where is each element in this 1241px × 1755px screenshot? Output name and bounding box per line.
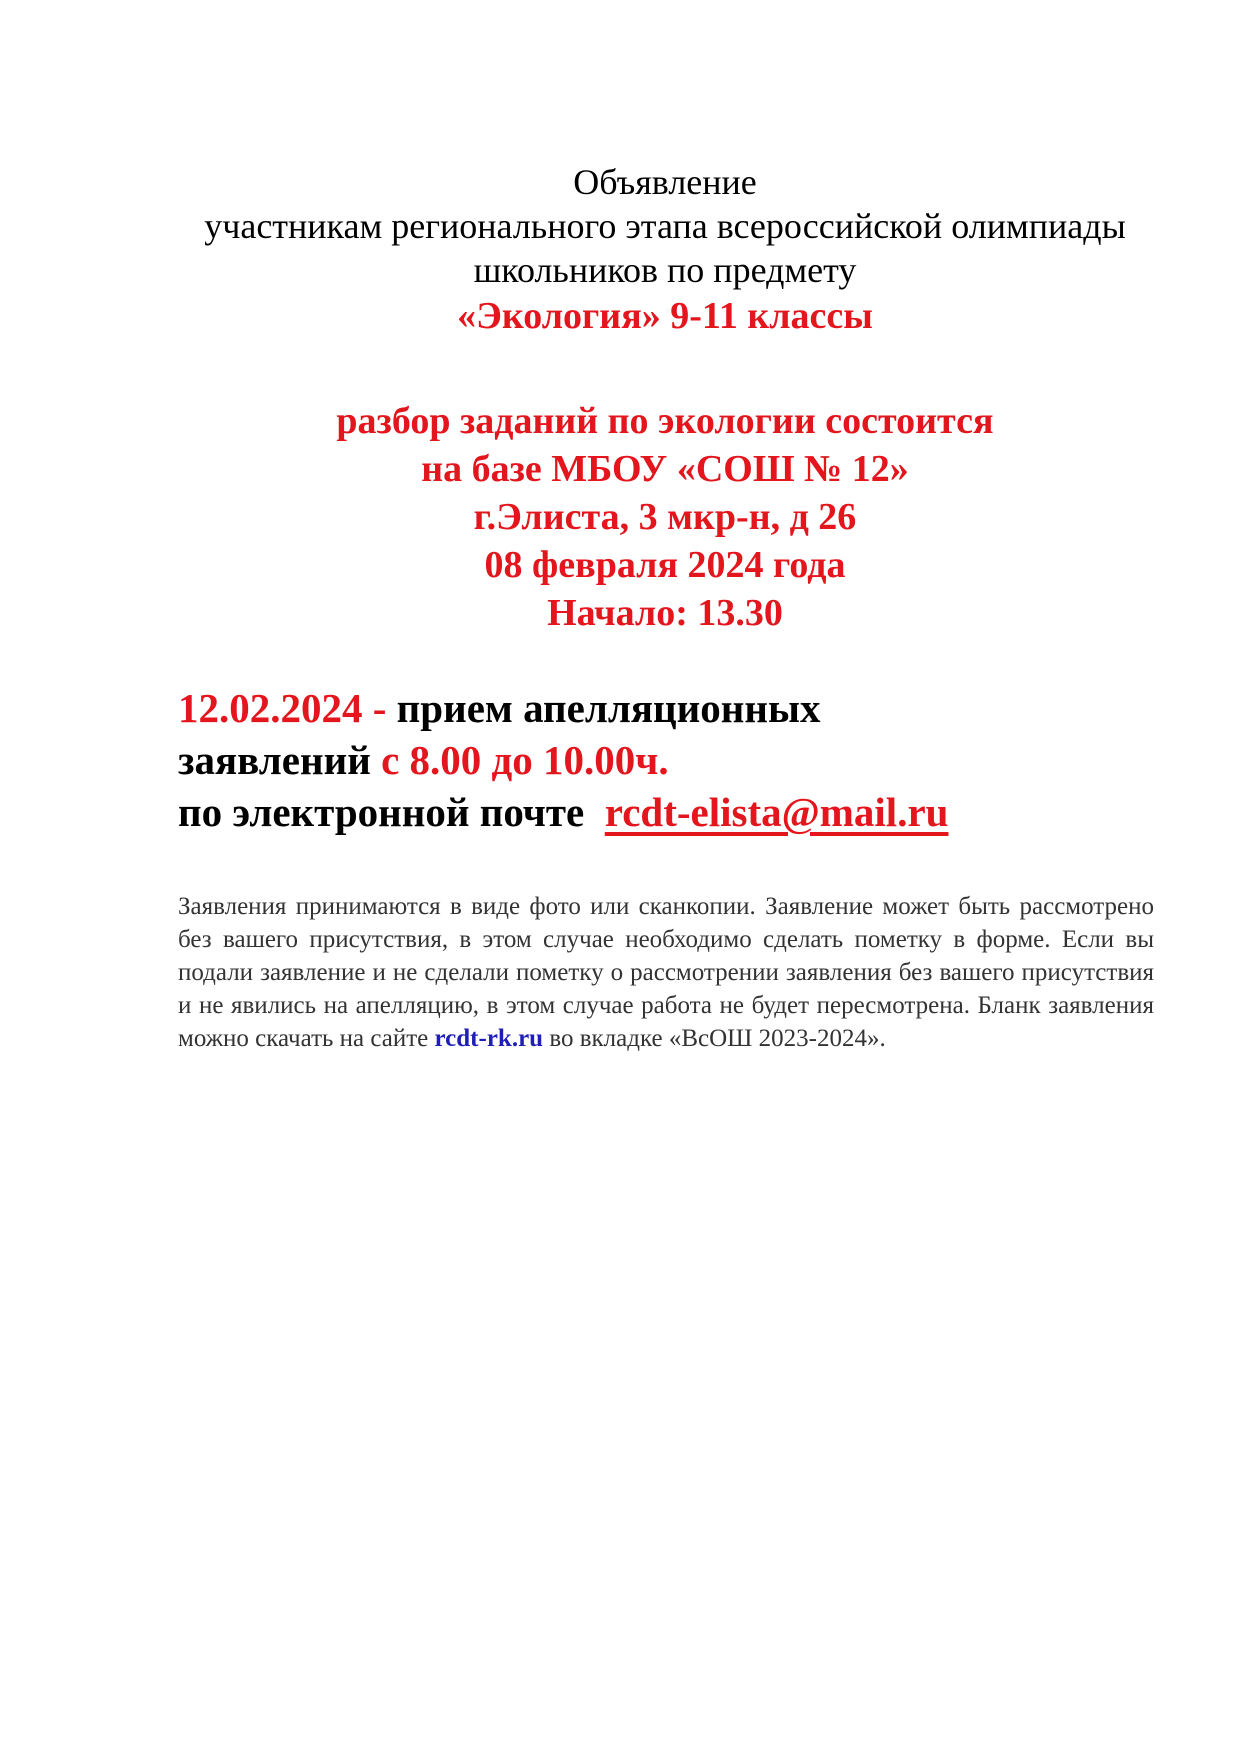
appeal-info [178, 682, 1118, 838]
instructions-text-end: во вкладке «ВсОШ 2023-2024». [549, 1025, 886, 1052]
appeal-text-2: заявлений [178, 737, 371, 783]
event-description: разбор заданий по экологии состоится [336, 400, 994, 442]
instructions-text: Заявления принимаются в виде фото или сканкопии. Заявление может быть рассмотрено без вашего присутствия, в этом случае необходимо сделать пометку в форме. Если вы подали заявление и не сделали пометку о рассмотрении заявления без вашего присутствия и не явились на апелляцию, в этом случае работа не будет пересмотрена. Бланк заявления можно скачать на сайте [178, 893, 1154, 1052]
instructions-paragraph [178, 890, 1154, 1055]
event-date: 08 февраля 2024 года [484, 544, 846, 586]
subject-title: «Экология» 9-11 классы [457, 295, 873, 337]
announcement-title: Объявление [573, 162, 757, 202]
email-link[interactable]: rcdt-elista@mail.ru [604, 789, 949, 835]
audience-line-2: школьников по предмету [473, 250, 857, 290]
announcement-heading [170, 160, 1160, 340]
event-info [270, 397, 1060, 637]
appeal-line-3 [178, 786, 1118, 838]
appeal-line-1 [178, 682, 1118, 734]
appeal-text-3: по электронной почте [178, 789, 585, 835]
appeal-date: 12.02.2024 - [178, 685, 387, 731]
event-start-time: Начало: 13.30 [547, 592, 783, 634]
site-link[interactable]: rcdt-rk.ru [434, 1025, 544, 1052]
appeal-hours: с 8.00 до 10.00ч. [381, 737, 669, 783]
event-venue: на базе МБОУ «СОШ № 12» [421, 448, 909, 490]
audience-line: участникам регионального этапа всероссийской олимпиады [204, 206, 1126, 246]
appeal-line-2 [178, 734, 1118, 786]
appeal-text-1: прием апелляционных [396, 685, 821, 731]
event-address: г.Элиста, 3 мкр-н, д 26 [473, 496, 857, 538]
